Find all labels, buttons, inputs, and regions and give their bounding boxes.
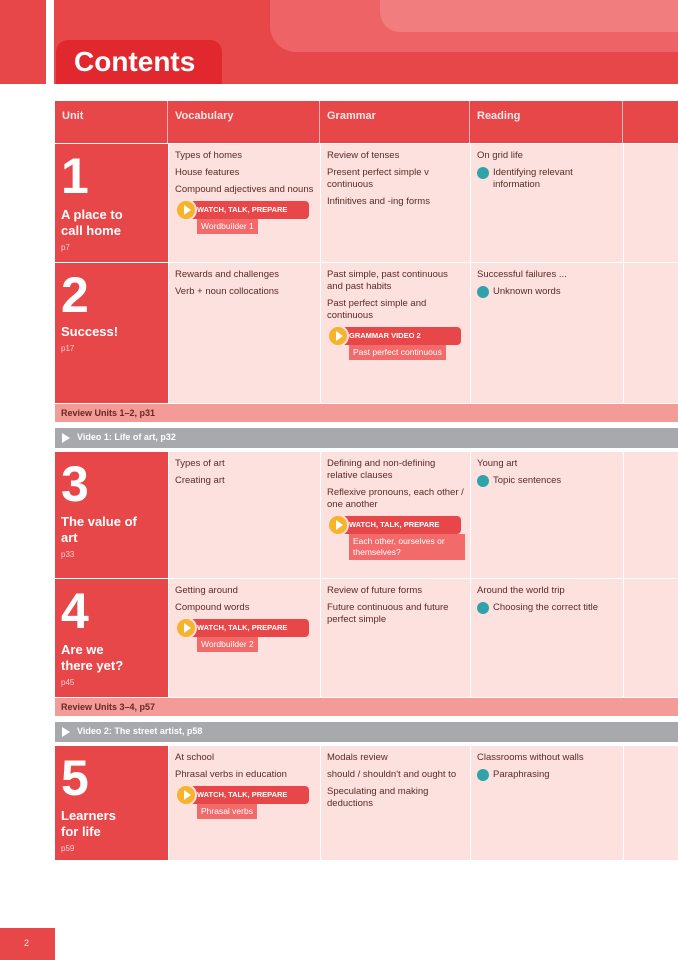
video-bar[interactable] [55,428,678,448]
grammar-item: Past simple, past continuous and past habits [327,269,448,292]
play-icon [327,325,349,347]
vocab-item: Getting around [175,585,238,596]
skill-icon [477,602,489,614]
extra-cell [623,262,678,403]
vocab-item: Types of homes [175,150,243,161]
video-bar[interactable] [55,722,678,742]
unit-page: p7 [61,243,70,252]
teach-topic: Wordbuilder 1 [197,219,258,234]
reading-cell [470,143,623,262]
play-icon [175,784,197,806]
teach-label: WATCH, TALK, PREPARE [181,786,309,804]
unit-title: The value of art [61,514,137,545]
vocabulary-cell [168,262,320,403]
unit-number: 4 [61,583,89,639]
vocab-item: Rewards and challenges [175,269,280,280]
unit-number: 3 [61,456,89,512]
video-title: Video 1: Life of art, p32 [77,432,176,442]
header-unit: Unit [55,101,168,143]
grammar-item: Past perfect simple and continuous [327,298,427,321]
grammar-item: Speculating and making deductions [327,786,429,809]
reading-skill [477,167,618,191]
unit-title: A place to call home [61,207,123,238]
vocab-item: Compound adjectives and nouns [175,184,314,195]
skill-icon [477,167,489,179]
grammar-item: Future continuous and future perfect simple [327,602,449,625]
reading-title: On grid life [477,150,523,161]
page-title: Contents [74,46,196,77]
extra-cell [623,143,678,262]
teach-topic: Phrasal verbs [197,804,257,819]
vocabulary-cell [168,143,320,262]
skill-icon [477,286,489,298]
vocab-item: At school [175,752,215,763]
teach-topic: Each other, ourselves or themselves? [349,534,465,560]
unit-cell [55,143,168,262]
skill-icon [477,475,489,487]
teach-topic: Wordbuilder 2 [197,637,258,652]
vocab-item: Creating art [175,475,225,486]
unit-number: 5 [61,750,89,806]
teach-topic: Past perfect continuous [349,345,446,360]
reading-skill-text: Unknown words [493,286,561,297]
unit-cell [55,745,168,860]
reading-cell [470,745,623,860]
grammar-cell [320,745,470,860]
grammar-video[interactable] [327,327,465,360]
grammar-item: should / shouldn't and ought to [327,769,457,780]
unit-cell [55,262,168,403]
grammar-item: Review of tenses [327,150,400,161]
reading-skill [477,286,618,298]
video-title: Video 2: The street artist, p58 [77,726,203,736]
reading-skill-text: Choosing the correct title [493,602,599,613]
grammar-cell [320,143,470,262]
vocab-item: Compound words [175,602,250,613]
unit-page: p45 [61,678,75,687]
unit-page: p59 [61,844,75,853]
extra-cell [623,578,678,697]
header-grammar: Grammar [320,101,470,143]
unit-page: p17 [61,344,75,353]
unit-cell [55,451,168,578]
play-icon [62,727,70,737]
teach-label: GRAMMAR VIDEO 2 [333,327,461,345]
grammar-cell [320,578,470,697]
grammar-item: Present perfect simple v continuous [327,167,429,190]
grammar-item: Infinitives and -ing forms [327,196,430,207]
grammar-cell [320,262,470,403]
reading-cell [470,578,623,697]
unit-title: Are we there yet? [61,642,124,673]
extra-cell [623,451,678,578]
reading-title: Classrooms without walls [477,752,584,763]
watch-talk-prepare[interactable] [327,516,465,560]
unit-number: 1 [61,148,89,204]
grammar-item: Review of future forms [327,585,423,596]
play-icon [62,433,70,443]
reading-skill-text: Topic sentences [493,475,562,486]
grammar-item: Defining and non-defining relative clauses [327,458,436,481]
header-extra [623,101,678,143]
header-accent [380,0,678,32]
teach-label: WATCH, TALK, PREPARE [181,619,309,637]
vocab-item: House features [175,167,240,178]
reading-skill [477,769,618,781]
unit-cell [55,578,168,697]
unit-title: Learners for life [61,808,116,839]
review-bar: Review Units 1–2, p31 [55,404,678,422]
page-number: 2 [24,938,30,948]
header-reading: Reading [470,101,623,143]
reading-skill [477,602,618,614]
grammar-item: Reflexive pronouns, each other / one another [327,487,464,510]
reading-title: Young art [477,458,518,469]
grammar-item: Modals review [327,752,388,763]
unit-page: p33 [61,550,75,559]
vocabulary-cell [168,578,320,697]
reading-skill-text: Paraphrasing [493,769,550,780]
reading-cell [470,262,623,403]
vocab-item: Verb + noun collocations [175,286,279,297]
header-divider [46,0,54,84]
review-bar: Review Units 3–4, p57 [55,698,678,716]
play-icon [175,617,197,639]
watch-talk-prepare[interactable] [175,619,315,652]
header-vocabulary: Vocabulary [168,101,320,143]
vocabulary-cell [168,745,320,860]
watch-talk-prepare[interactable] [175,786,315,819]
unit-number: 2 [61,267,89,323]
extra-cell [623,745,678,860]
reading-title: Around the world trip [477,585,565,596]
teach-label: WATCH, TALK, PREPARE [333,516,461,534]
play-icon [175,199,197,221]
vocab-item: Phrasal verbs in education [175,769,287,780]
reading-title: Successful failures ... [477,269,567,280]
grammar-cell [320,451,470,578]
reading-skill [477,475,618,487]
reading-skill-text: Identifying relevant information [493,167,573,190]
unit-title: Success! [61,324,119,339]
play-icon [327,514,349,536]
teach-label: WATCH, TALK, PREPARE [181,201,309,219]
skill-icon [477,769,489,781]
watch-talk-prepare[interactable] [175,201,315,234]
vocab-item: Types of art [175,458,225,469]
reading-cell [470,451,623,578]
vocabulary-cell [168,451,320,578]
